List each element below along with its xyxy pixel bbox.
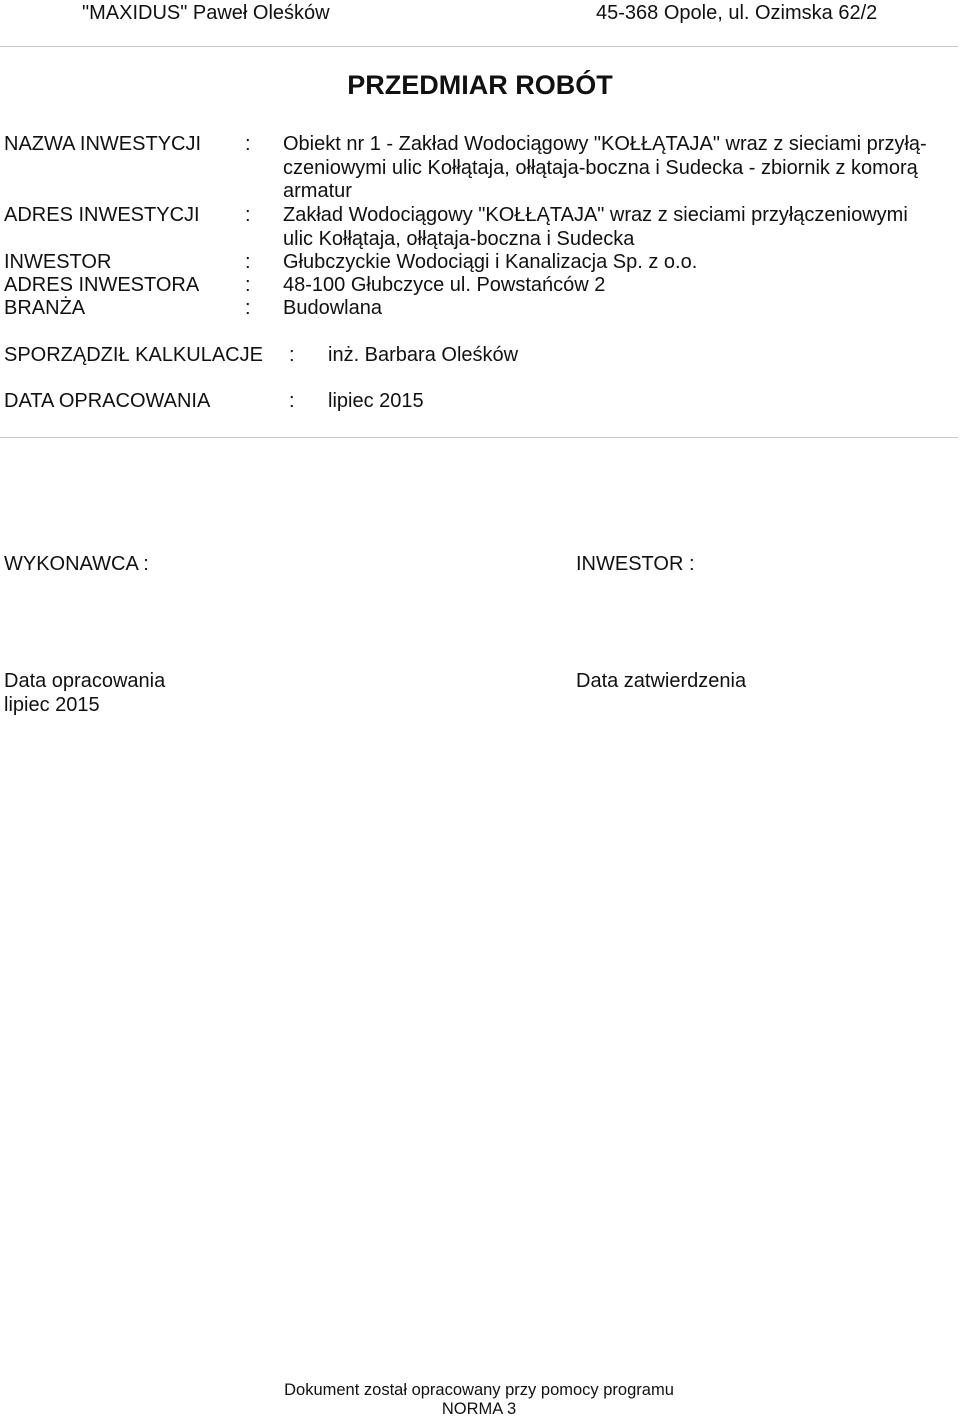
footer-line-1: Dokument został opracowany przy pomocy programu	[284, 1381, 674, 1399]
field-value-line: Budowlana	[283, 297, 382, 319]
footer-line-2: NORMA 3	[441, 1400, 517, 1418]
prepared-date-label: Data opracowania	[4, 670, 166, 692]
field-value	[283, 297, 958, 321]
field-label: BRANŻA	[4, 297, 86, 319]
header-divider	[0, 46, 958, 47]
field-label: INWESTOR	[4, 251, 112, 273]
field-value-line: czeniowymi ulic Kołłątaja, ołłątaja-boczna i Sudecka - zbiornik z komorą	[283, 156, 918, 179]
company-address: 45-368 Opole, ul. Ozimska 62/2	[596, 2, 878, 24]
field-colon: :	[245, 274, 251, 296]
investor-signature-label: INWESTOR :	[576, 553, 695, 575]
section-divider	[0, 437, 958, 438]
prepared-by-label: SPORZĄDZIŁ KALKULACJE	[4, 344, 263, 366]
field-value	[283, 251, 958, 275]
prepared-by-colon: :	[289, 344, 295, 366]
prepared-by-value: inż. Barbara Oleśków	[328, 344, 519, 366]
field-value	[283, 133, 958, 204]
contractor-label: WYKONAWCA :	[4, 553, 149, 575]
date-label: DATA OPRACOWANIA	[4, 390, 211, 412]
field-value	[283, 274, 958, 298]
document-title: PRZEDMIAR ROBÓT	[347, 70, 613, 100]
field-label: NAZWA INWESTYCJI	[4, 133, 202, 155]
field-label: ADRES INWESTORA	[4, 274, 200, 296]
date-colon: :	[289, 390, 295, 412]
field-colon: :	[245, 204, 251, 226]
date-row	[4, 390, 424, 414]
prepared-by-row	[4, 344, 519, 368]
field-colon: :	[245, 251, 251, 273]
field-value	[283, 204, 958, 251]
prepared-date-value: lipiec 2015	[4, 694, 100, 716]
date-value: lipiec 2015	[328, 390, 424, 412]
field-value-line: armatur	[283, 180, 352, 202]
field-label: ADRES INWESTYCJI	[4, 204, 200, 226]
field-value-line: Obiekt nr 1 - Zakład Wodociągowy "KOŁŁĄTAJA" wraz z sieciami przyłą-	[283, 133, 927, 155]
field-colon: :	[245, 133, 251, 155]
company-name: "MAXIDUS" Paweł Oleśków	[82, 2, 330, 24]
field-value-line: ulic Kołłątaja, ołłątaja-boczna i Sudecka	[283, 227, 635, 250]
approval-date-label: Data zatwierdzenia	[576, 670, 747, 692]
field-colon: :	[245, 297, 251, 319]
field-value-line: Głubczyckie Wodociągi i Kanalizacja Sp. z o.o.	[283, 251, 698, 273]
field-value-line: 48-100 Głubczyce ul. Powstańców 2	[283, 274, 606, 296]
field-value-line: Zakład Wodociągowy "KOŁŁĄTAJA" wraz z sieciami przyłączeniowymi	[283, 204, 908, 226]
